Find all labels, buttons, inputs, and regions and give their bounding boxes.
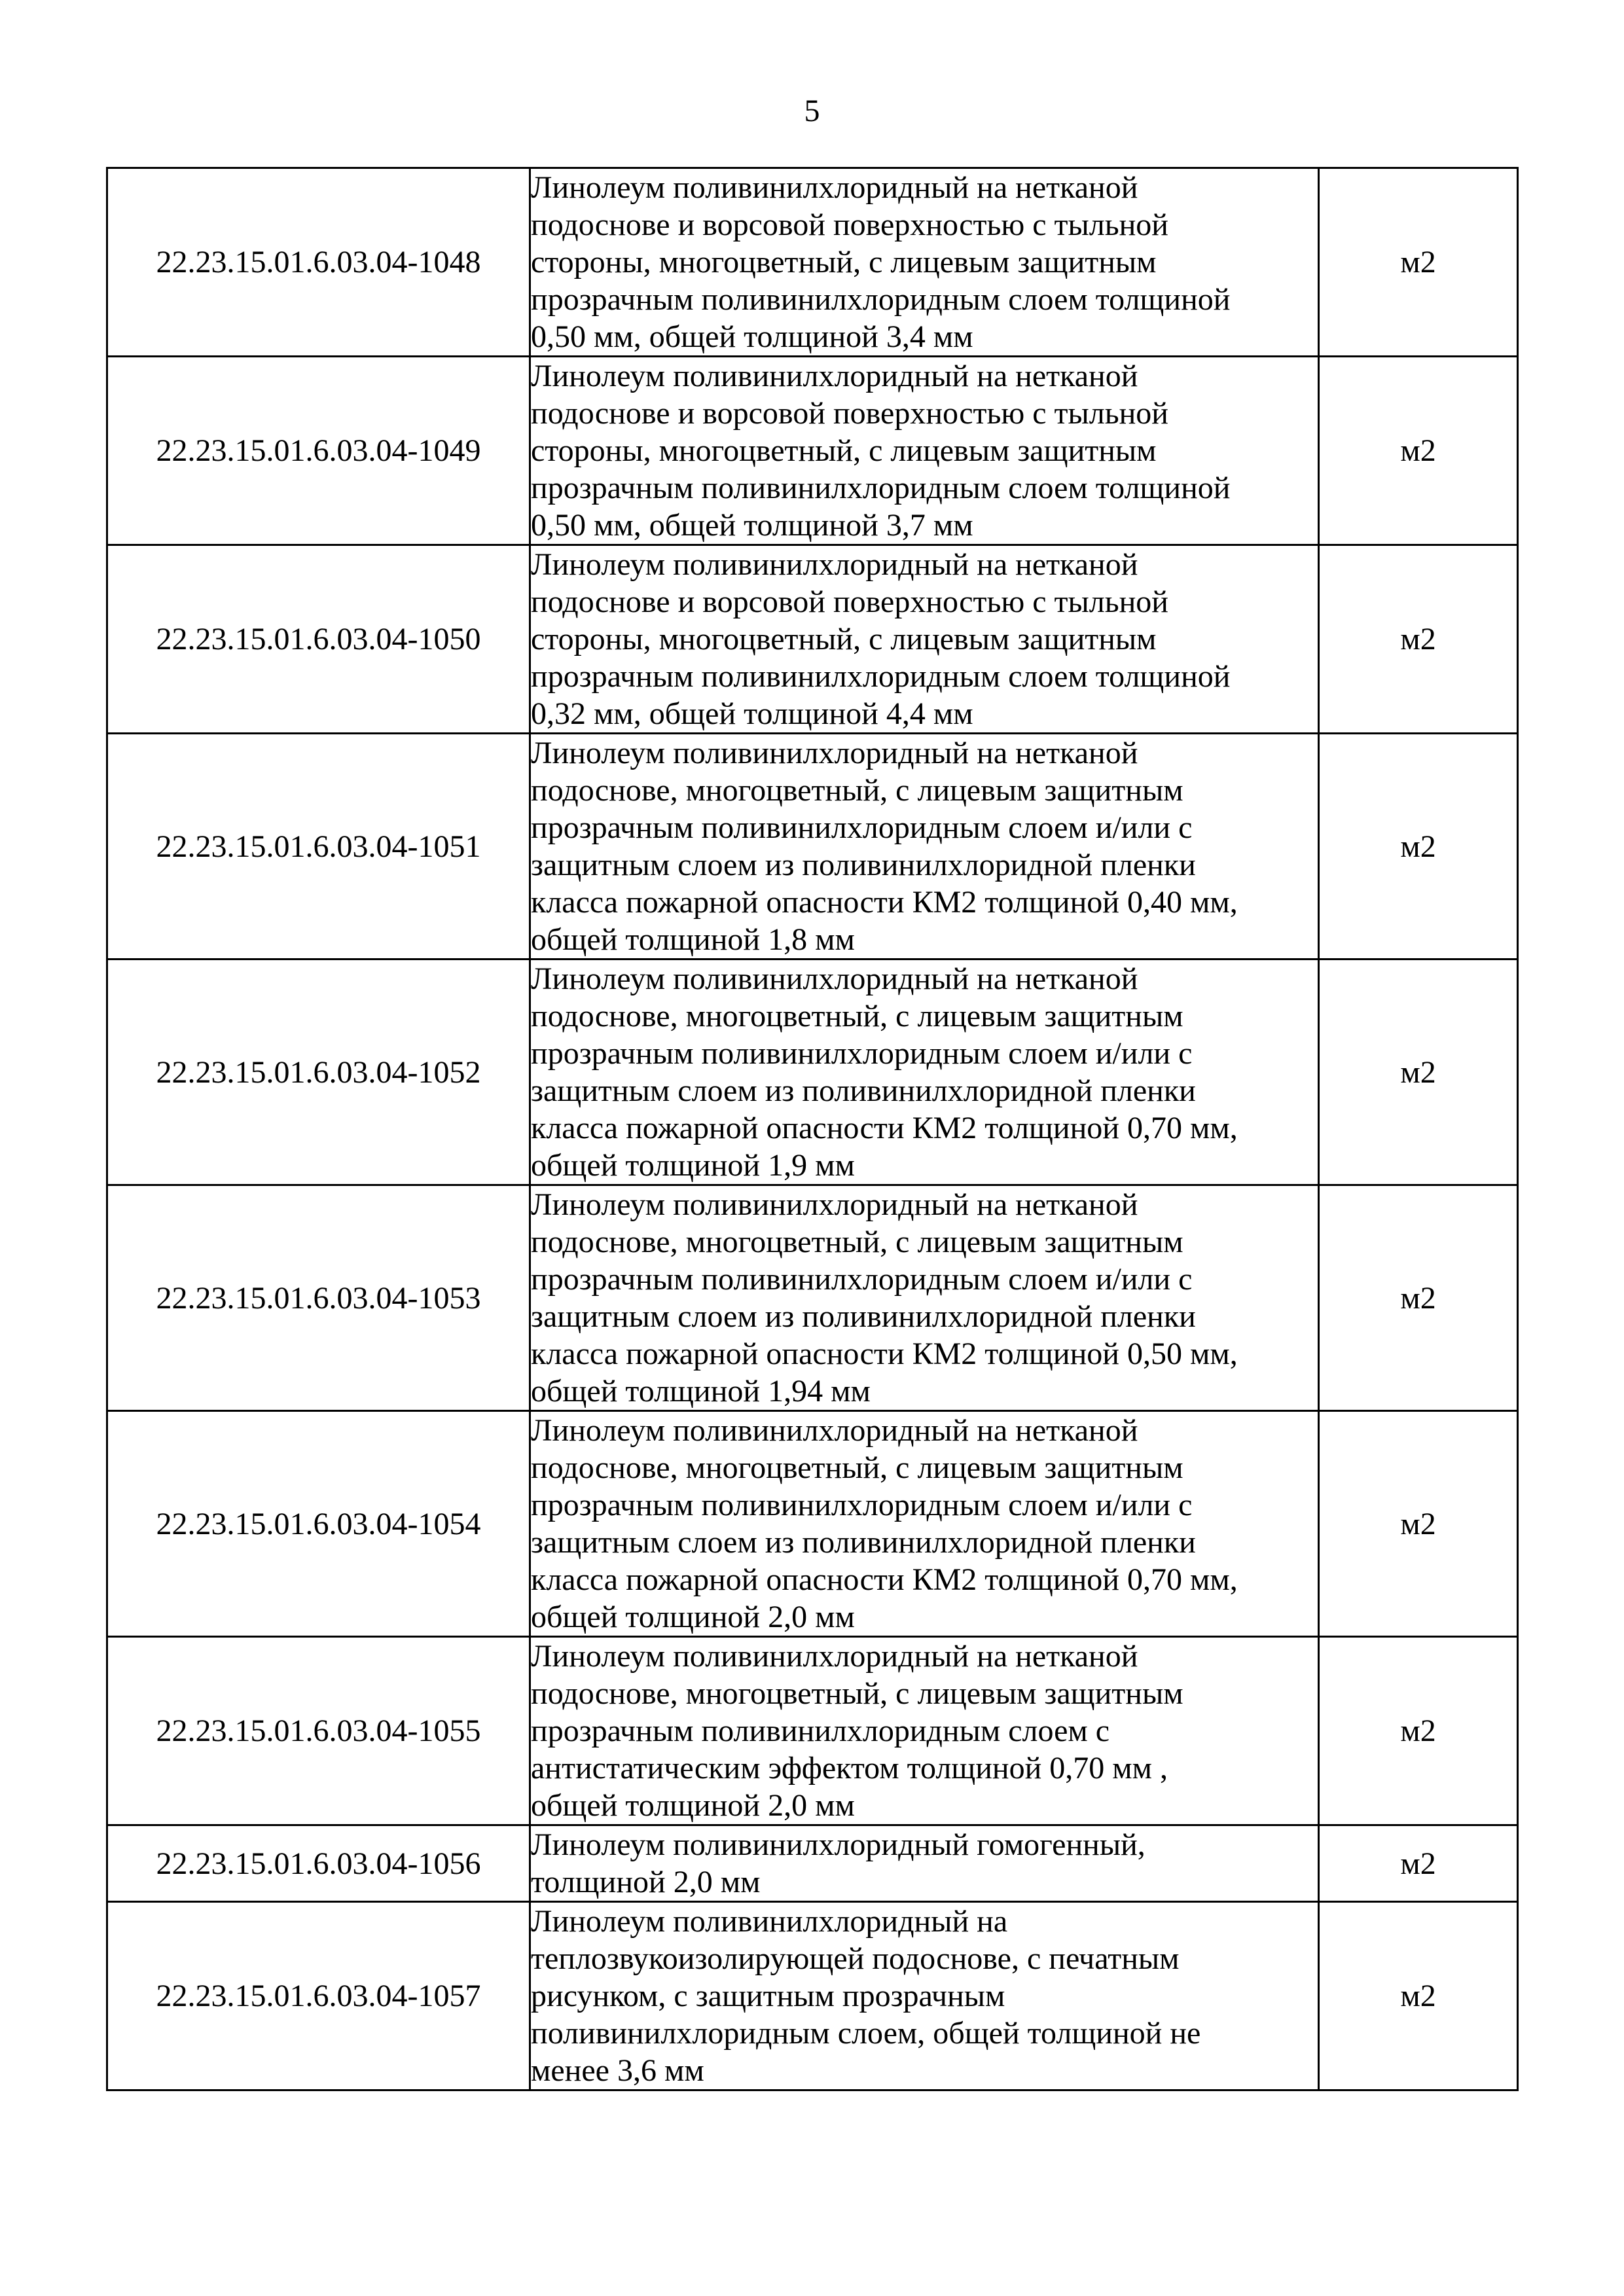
description-line: подоснове, многоцветный, с лицевым защитным (531, 1225, 1183, 1259)
table-row (107, 1185, 1518, 1411)
description-line: стороны, многоцветный, с лицевым защитным (531, 622, 1157, 656)
description-line: прозрачным поливинилхлоридным слоем и/или с (531, 1262, 1193, 1297)
materials-table (106, 167, 1519, 2091)
description-line: поливинилхлоридным слоем, общей толщиной не (531, 2016, 1201, 2051)
description-line: прозрачным поливинилхлоридным слоем с (531, 1713, 1110, 1748)
description-line: антистатическим эффектом толщиной 0,70 мм , (531, 1751, 1168, 1785)
description-line: толщиной 2,0 мм (531, 1865, 761, 1899)
description-line: стороны, многоцветный, с лицевым защитным (531, 433, 1157, 468)
description-line: подоснове и ворсовой поверхностью с тыльной (531, 584, 1168, 619)
description-cell (530, 1902, 1319, 2090)
description-line: прозрачным поливинилхлоридным слоем толщиной (531, 282, 1231, 317)
resource-code-cell: 22.23.15.01.6.03.04-1048 (107, 168, 530, 357)
description-line: общей толщиной 2,0 мм (531, 1788, 855, 1823)
description-cell (530, 545, 1319, 734)
resource-code-cell: 22.23.15.01.6.03.04-1053 (107, 1185, 530, 1411)
description-line: Линолеум поливинилхлоридный на нетканой (531, 1639, 1138, 1674)
unit-cell: м2 (1319, 734, 1518, 960)
table-row (107, 545, 1518, 734)
description-line: Линолеум поливинилхлоридный на нетканой (531, 1187, 1138, 1222)
description-cell (530, 357, 1319, 545)
resource-code-cell: 22.23.15.01.6.03.04-1050 (107, 545, 530, 734)
unit-cell: м2 (1319, 960, 1518, 1185)
description-line: класса пожарной опасности КМ2 толщиной 0,40 мм, (531, 885, 1238, 920)
description-line: 0,50 мм, общей толщиной 3,7 мм (531, 508, 973, 543)
table-row (107, 1902, 1518, 2090)
description-line: Линолеум поливинилхлоридный гомогенный, (531, 1827, 1146, 1862)
description-line: прозрачным поливинилхлоридным слоем толщиной (531, 471, 1231, 505)
resource-code-cell: 22.23.15.01.6.03.04-1052 (107, 960, 530, 1185)
description-line: подоснове, многоцветный, с лицевым защитным (531, 1450, 1183, 1485)
description-cell (530, 1411, 1319, 1637)
description-line: общей толщиной 1,94 мм (531, 1374, 871, 1408)
description-cell (530, 1185, 1319, 1411)
description-cell (530, 1637, 1319, 1825)
description-line: общей толщиной 1,9 мм (531, 1148, 855, 1183)
resource-code-cell: 22.23.15.01.6.03.04-1056 (107, 1825, 530, 1902)
description-cell (530, 1825, 1319, 1902)
description-cell (530, 734, 1319, 960)
resource-code-cell: 22.23.15.01.6.03.04-1054 (107, 1411, 530, 1637)
description-line: Линолеум поливинилхлоридный на (531, 1904, 1008, 1939)
description-line: общей толщиной 1,8 мм (531, 922, 855, 957)
description-line: Линолеум поливинилхлоридный на нетканой (531, 547, 1138, 582)
description-line: Линолеум поливинилхлоридный на нетканой (531, 170, 1138, 205)
description-line: подоснове и ворсовой поверхностью с тыльной (531, 396, 1168, 431)
unit-cell: м2 (1319, 168, 1518, 357)
description-line: прозрачным поливинилхлоридным слоем и/или с (531, 1488, 1193, 1522)
description-line: Линолеум поливинилхлоридный на нетканой (531, 359, 1138, 393)
unit-cell: м2 (1319, 1411, 1518, 1637)
description-line: 0,50 мм, общей толщиной 3,4 мм (531, 319, 973, 354)
resource-code-cell: 22.23.15.01.6.03.04-1055 (107, 1637, 530, 1825)
description-line: стороны, многоцветный, с лицевым защитным (531, 245, 1157, 279)
description-line: менее 3,6 мм (531, 2053, 704, 2088)
description-line: подоснове и ворсовой поверхностью с тыльной (531, 207, 1168, 242)
description-line: подоснове, многоцветный, с лицевым защитным (531, 773, 1183, 808)
description-line: класса пожарной опасности КМ2 толщиной 0,70 мм, (531, 1562, 1238, 1597)
description-line: Линолеум поливинилхлоридный на нетканой (531, 1413, 1138, 1448)
description-line: защитным слоем из поливинилхлоридной пленки (531, 848, 1196, 882)
description-line: подоснове, многоцветный, с лицевым защитным (531, 999, 1183, 1033)
unit-cell: м2 (1319, 1825, 1518, 1902)
table-row (107, 357, 1518, 545)
description-line: рисунком, с защитным прозрачным (531, 1979, 1005, 2013)
description-line: теплозвукоизолирующей подоснове, с печатным (531, 1941, 1180, 1976)
table-row (107, 1637, 1518, 1825)
table-row (107, 960, 1518, 1185)
description-line: 0,32 мм, общей толщиной 4,4 мм (531, 696, 973, 731)
description-cell (530, 168, 1319, 357)
table-row (107, 1825, 1518, 1902)
table-row (107, 734, 1518, 960)
description-line: защитным слоем из поливинилхлоридной пленки (531, 1073, 1196, 1108)
unit-cell: м2 (1319, 545, 1518, 734)
unit-cell: м2 (1319, 1185, 1518, 1411)
table-row (107, 168, 1518, 357)
description-line: класса пожарной опасности КМ2 толщиной 0,50 мм, (531, 1336, 1238, 1371)
resource-code-cell: 22.23.15.01.6.03.04-1049 (107, 357, 530, 545)
description-line: Линолеум поливинилхлоридный на нетканой (531, 736, 1138, 770)
description-cell (530, 960, 1319, 1185)
materials-table-body (107, 168, 1518, 2090)
description-line: защитным слоем из поливинилхлоридной пленки (531, 1525, 1196, 1560)
unit-cell: м2 (1319, 357, 1518, 545)
unit-cell: м2 (1319, 1902, 1518, 2090)
page-number: 5 (804, 94, 820, 128)
resource-code-cell: 22.23.15.01.6.03.04-1057 (107, 1902, 530, 2090)
description-line: класса пожарной опасности КМ2 толщиной 0,70 мм, (531, 1111, 1238, 1145)
description-line: общей толщиной 2,0 мм (531, 1600, 855, 1634)
resource-code-cell: 22.23.15.01.6.03.04-1051 (107, 734, 530, 960)
description-line: Линолеум поливинилхлоридный на нетканой (531, 961, 1138, 996)
description-line: прозрачным поливинилхлоридным слоем и/или с (531, 1036, 1193, 1071)
description-line: прозрачным поливинилхлоридным слоем и/или с (531, 810, 1193, 845)
description-line: защитным слоем из поливинилхлоридной пленки (531, 1299, 1196, 1334)
unit-cell: м2 (1319, 1637, 1518, 1825)
description-line: прозрачным поливинилхлоридным слоем толщиной (531, 659, 1231, 694)
description-line: подоснове, многоцветный, с лицевым защитным (531, 1676, 1183, 1711)
table-row (107, 1411, 1518, 1637)
